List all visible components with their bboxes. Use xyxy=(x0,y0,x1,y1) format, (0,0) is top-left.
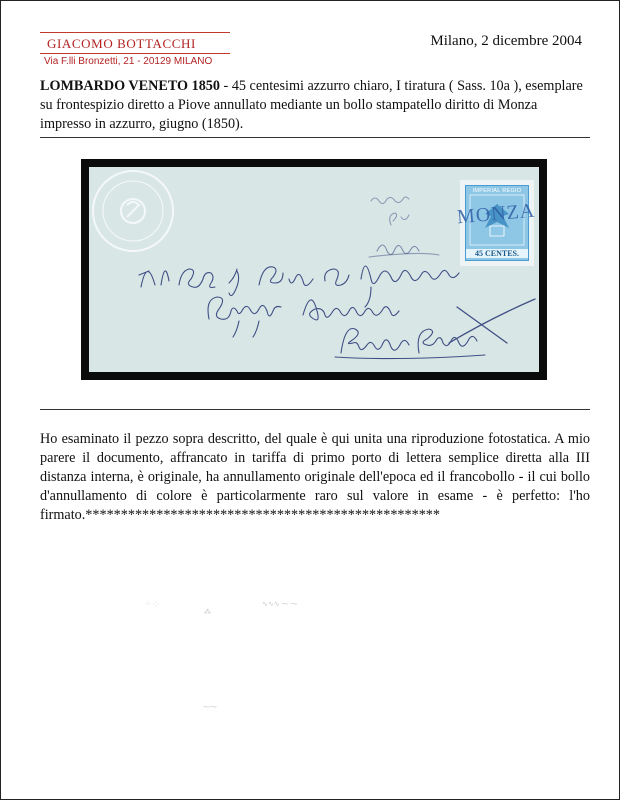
faint-mark-4: ⁓⁓ xyxy=(203,704,217,711)
lot-description xyxy=(40,77,590,134)
blind-embossed-seal xyxy=(89,167,177,255)
divider-bottom xyxy=(40,409,590,410)
header-mid-rule xyxy=(40,53,230,54)
certificate-date: Milano, 2 dicembre 2004 xyxy=(430,33,582,49)
lot-description-text: - 45 centesimi azzurro chiaro, I tiratura ( Sass. 10a ), esemplare su frontespizio diretto a Piove annullato mediante un bollo stampatello diritto di Monza impresso in azzurro, giugno (1850). xyxy=(40,78,583,132)
dealer-name: GIACOMO BOTTACCHI xyxy=(47,36,196,51)
header-top-rule xyxy=(40,32,230,33)
cover-paper xyxy=(89,167,539,372)
lot-title: LOMBARDO VENETO 1850 xyxy=(40,78,220,94)
faint-mark-2: ⁂ xyxy=(204,609,211,616)
faint-mark-1: ⁘ ·:· xyxy=(145,601,160,608)
dealer-address: Via F.lli Bronzetti, 21 - 20129 MILANO xyxy=(44,56,213,67)
divider-top xyxy=(40,137,590,138)
stamp-value: 45 CENTES. xyxy=(466,249,528,258)
cover-photo xyxy=(81,159,547,380)
monza-cancellation: MONZA xyxy=(456,199,537,229)
faint-mark-3: ∿∿∿ ⁓ ⁓ xyxy=(262,601,298,608)
stamp-inscription: IMPERIAL REGIO xyxy=(472,188,522,194)
certificate-statement: Ho esaminato il pezzo sopra descritto, del quale è qui unita una riproduzione fotostatica. A mio parere il documento, affrancato in tariffa di primo porto di lettera semplice diretta alla III distanza interna, è originale, ha annullamento originale dell'epoca ed il francobollo - il cui bollo d'annullamento di colore è particolarmente raro sul valore in esame - è perfetto: l'ho firmato.************************************************** xyxy=(40,431,590,523)
